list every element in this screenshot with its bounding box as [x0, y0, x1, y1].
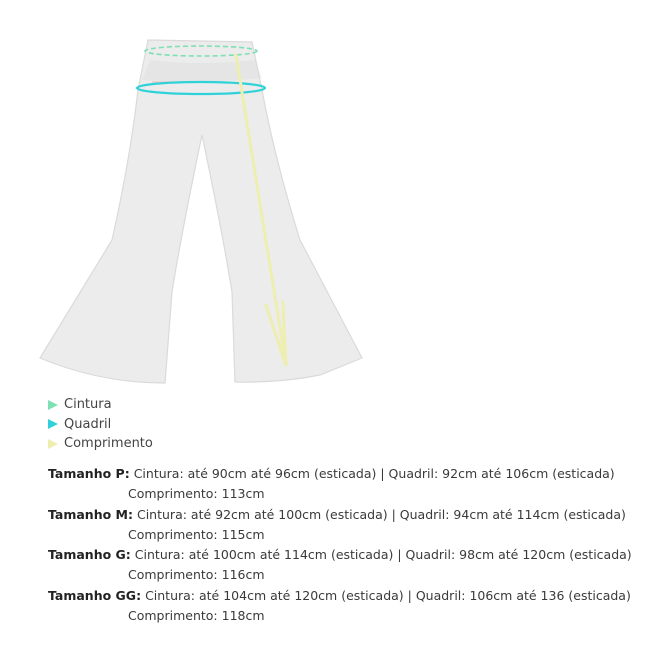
size-label: Tamanho G: — [48, 547, 131, 563]
size-measures: Cintura: até 100cm até 114cm (esticada) | Quadril: 98cm até 120cm (esticada) — [134, 547, 632, 563]
size-entry-gg — [48, 586, 648, 627]
size-label: Tamanho M: — [48, 506, 133, 522]
size-label: Tamanho GG: — [48, 587, 142, 603]
triangle-marker-icon — [48, 419, 58, 429]
legend-label: Cintura — [64, 397, 112, 413]
size-measures: Cintura: até 92cm até 100cm (esticada) | Quadril: 94cm até 114cm (esticada) — [136, 506, 626, 522]
size-label: Tamanho P: — [48, 466, 130, 481]
triangle-marker-icon — [48, 439, 58, 449]
size-length: Comprimento: 116cm — [128, 567, 265, 583]
size-entry-p — [48, 464, 648, 505]
size-length: Comprimento: 115cm — [128, 526, 265, 542]
size-entry-m — [48, 505, 648, 546]
pants-silhouette — [40, 40, 362, 383]
size-length: Comprimento: 113cm — [128, 486, 265, 502]
measurement-legend — [48, 395, 153, 454]
size-measures: Cintura: até 104cm até 120cm (esticada) | Quadril: 106cm até 136 (esticada) — [145, 587, 631, 603]
size-entry-g — [48, 545, 648, 586]
legend-label: Comprimento — [64, 436, 153, 452]
legend-item-quadril — [48, 415, 153, 435]
legend-label: Quadril — [64, 416, 112, 432]
size-measures: Cintura: até 90cm até 96cm (esticada) | Quadril: 92cm até 106cm (esticada) — [133, 466, 615, 481]
legend-item-comprimento — [48, 434, 153, 454]
triangle-marker-icon — [48, 400, 58, 410]
legend-item-cintura — [48, 395, 153, 415]
waistband — [142, 60, 262, 82]
size-length: Comprimento: 118cm — [128, 608, 265, 624]
flare-pants-illustration — [0, 0, 400, 395]
size-table — [48, 464, 648, 626]
